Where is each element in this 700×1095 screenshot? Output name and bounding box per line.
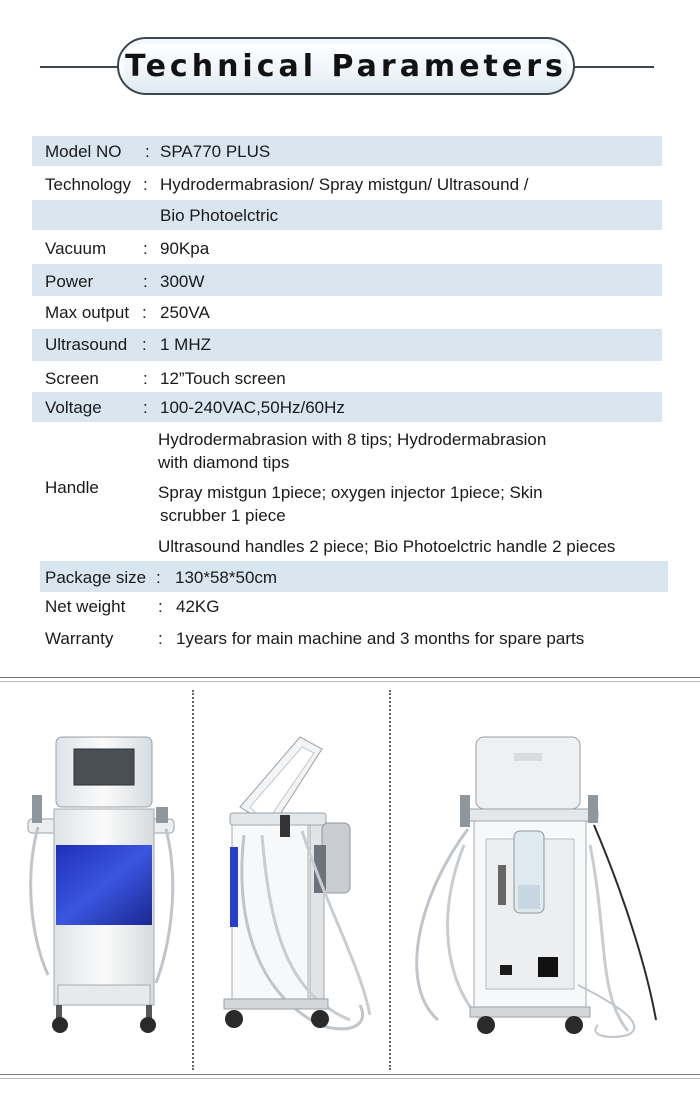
spec-row-ultrasound — [32, 329, 662, 361]
divider-top-shadow — [0, 681, 700, 682]
spec-label: Technology — [45, 175, 132, 194]
spec-value: 300W — [160, 272, 205, 291]
spec-value: Hydrodermabrasion/ Spray mistgun/ Ultrasound / — [160, 175, 529, 194]
spec-label: Ultrasound — [45, 335, 128, 354]
spec-value: 42KG — [176, 597, 220, 616]
spec-value-line: with diamond tips — [158, 453, 290, 472]
divider-bottom — [0, 1074, 700, 1075]
spec-label: Max output — [45, 303, 130, 322]
spec-label: Voltage — [45, 398, 102, 417]
spec-value: 100-240VAC,50Hz/60Hz — [160, 398, 345, 417]
spec-label: Model NO — [45, 142, 122, 161]
spec-colon: : — [143, 369, 148, 388]
spec-row-handle — [0, 424, 700, 560]
divider-bottom-shadow — [0, 1078, 700, 1079]
spec-row-technology — [0, 168, 700, 198]
spec-value: 1years for main machine and 3 months for spare parts — [176, 629, 585, 648]
spec-label: Warranty — [45, 629, 114, 648]
spec-label: Vacuum — [45, 239, 107, 258]
spec-value-line: Ultrasound handles 2 piece; Bio Photoelctric handle 2 pieces — [158, 537, 616, 556]
spec-value: Bio Photoelctric — [160, 206, 279, 225]
spec-colon: : — [158, 629, 163, 648]
spec-value: 130*58*50cm — [175, 568, 278, 587]
spec-row-package-size — [40, 561, 668, 592]
spec-value-line: Spray mistgun 1piece; oxygen injector 1piece; Skin — [158, 483, 543, 502]
spec-value: 90Kpa — [160, 239, 210, 258]
spec-row-power — [32, 264, 662, 296]
spec-value-line: Hydrodermabrasion with 8 tips; Hydrodermabrasion — [158, 430, 547, 449]
spec-colon: : — [143, 239, 148, 258]
spec-row-net-weight — [0, 594, 700, 622]
spec-colon: : — [143, 175, 148, 194]
photo-divider-1 — [192, 690, 194, 1070]
title-rule-left — [40, 66, 125, 68]
page-title: Technical Parameters — [125, 48, 567, 84]
spec-row-model — [32, 136, 662, 166]
spec-value: 250VA — [160, 303, 210, 322]
spec-colon: : — [143, 398, 148, 417]
spec-colon: : — [156, 568, 161, 587]
spec-colon: : — [142, 303, 147, 322]
spec-value: 1 MHZ — [160, 335, 211, 354]
spec-row-voltage — [32, 392, 662, 422]
machine-rear-view-image — [398, 735, 668, 1040]
title-banner — [117, 37, 575, 95]
spec-colon: : — [143, 272, 148, 291]
machine-front-view-image — [20, 735, 180, 1035]
spec-row-technology-cont — [32, 200, 662, 230]
spec-colon: : — [142, 335, 147, 354]
photo-divider-2 — [389, 690, 391, 1070]
spec-row-screen — [0, 364, 700, 392]
spec-label: Screen — [45, 369, 99, 388]
spec-value: SPA770 PLUS — [160, 142, 271, 161]
spec-row-warranty — [0, 626, 700, 654]
spec-value-line: scrubber 1 piece — [160, 506, 286, 525]
spec-label: Package size — [45, 568, 147, 587]
spec-colon: : — [145, 142, 150, 161]
spec-colon: : — [158, 597, 163, 616]
divider-top — [0, 677, 700, 678]
title-banner-inner — [124, 44, 568, 88]
spec-label: Handle — [45, 478, 99, 497]
spec-label: Power — [45, 272, 94, 291]
title-rule-right — [574, 66, 654, 68]
spec-row-max-output — [0, 298, 700, 328]
spec-value: 12”Touch screen — [160, 369, 286, 388]
spec-label: Net weight — [45, 597, 126, 616]
machine-side-view-image — [210, 735, 380, 1040]
spec-row-vacuum — [0, 232, 700, 262]
